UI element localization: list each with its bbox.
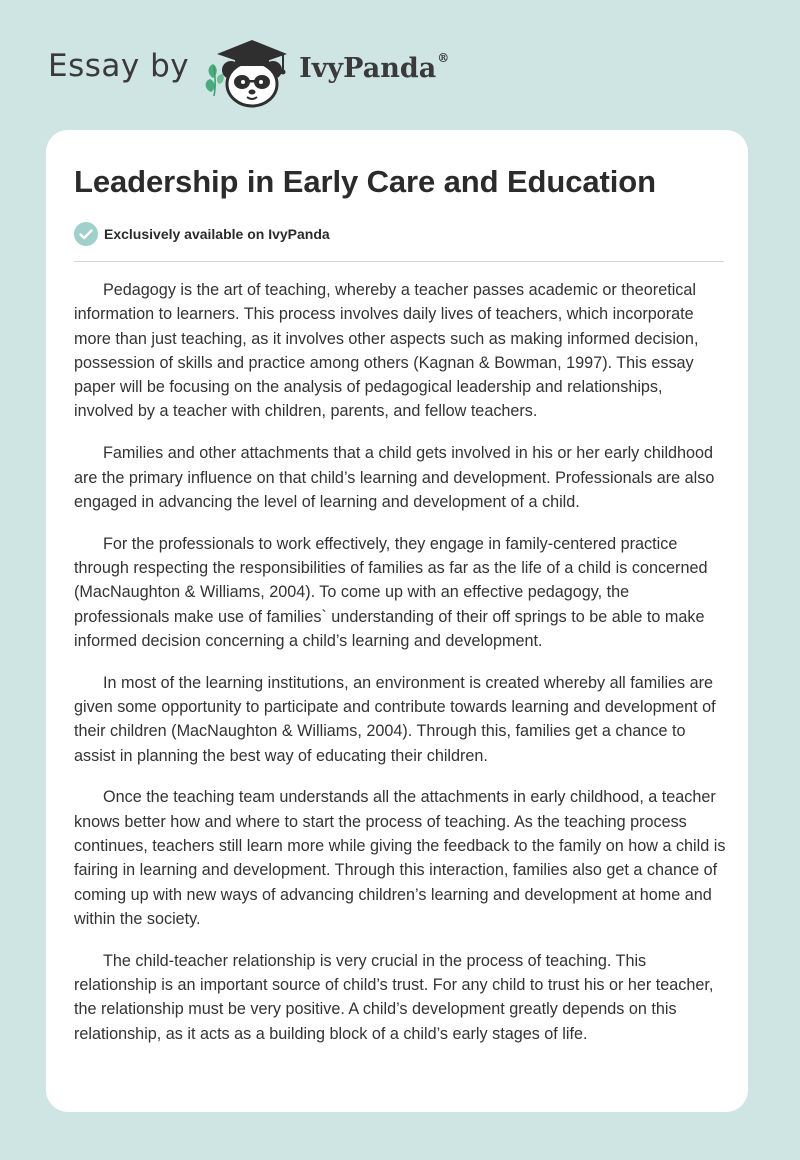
registered-mark: ® <box>437 50 450 65</box>
essay-paragraph: The child-teacher relationship is very crucial in the process of teaching. This relationship is an important source of child’s trust. For any child to trust his or her teacher, the relationship must be very positive. A child’s development greatly depends on this relationship, as it acts as a building block of a child’s early stages of life. <box>74 951 714 1043</box>
site-brand[interactable] <box>48 34 449 110</box>
brand-prefix: Essay by <box>48 48 190 84</box>
essay-paragraph: For the professionals to work effectively, they engage in family-centered practice through respecting the responsibilities of families as far as the life of a child is concerned (MacNaughton & Williams, 2004). To come up with an effective pedagogy, the professionals make use of families` understanding of their off springs to be able to make informed decision concerning a child’s learning and development. <box>74 534 708 650</box>
essay-card <box>46 130 748 1112</box>
essay-title: Leadership in Early Care and Education <box>74 164 656 199</box>
brand-name: IvyPanda® <box>299 50 450 84</box>
essay-body <box>74 278 726 1063</box>
essay-paragraph: In most of the learning institutions, an environment is created whereby all families are given some opportunity to participate and contribute towards learning and development of their children (MacNaughton & Williams, 2004). Through this, families get a chance to assist in planning the best way of educating their children. <box>74 673 716 765</box>
essay-paragraph: Once the teaching team understands all the attachments in early childhood, a teacher knows better how and where to start the process of teaching. As the teaching process continues, teachers still learn more while giving the feedback to the family on how a child is fairing in learning and development. Through this interaction, families also get a chance of coming up with new ways of advancing children’s learning and development at home and within the society. <box>74 788 726 928</box>
exclusive-badge <box>74 222 330 246</box>
exclusive-label: Exclusively available on IvyPanda <box>104 226 330 242</box>
check-circle-icon <box>74 222 98 246</box>
panda-graduate-icon <box>203 34 295 110</box>
essay-paragraph: Pedagogy is the art of teaching, whereby a teacher passes academic or theoretical information to learners. This process involves daily lives of teachers, which incorporate more than just teaching, as it involves other aspects such as making informed decision, possession of skills and practice among others (Kagnan & Bowman, 1997). This essay paper will be focusing on the analysis of pedagogical leadership and relationships, involved by a teacher with children, parents, and fellow teachers. <box>74 281 699 421</box>
essay-paragraph: Families and other attachments that a child gets involved in his or her early childhood are the primary influence on that child’s learning and development. Professionals are also engaged in advancing the level of learning and development of a child. <box>74 444 715 511</box>
title-divider <box>74 261 724 262</box>
